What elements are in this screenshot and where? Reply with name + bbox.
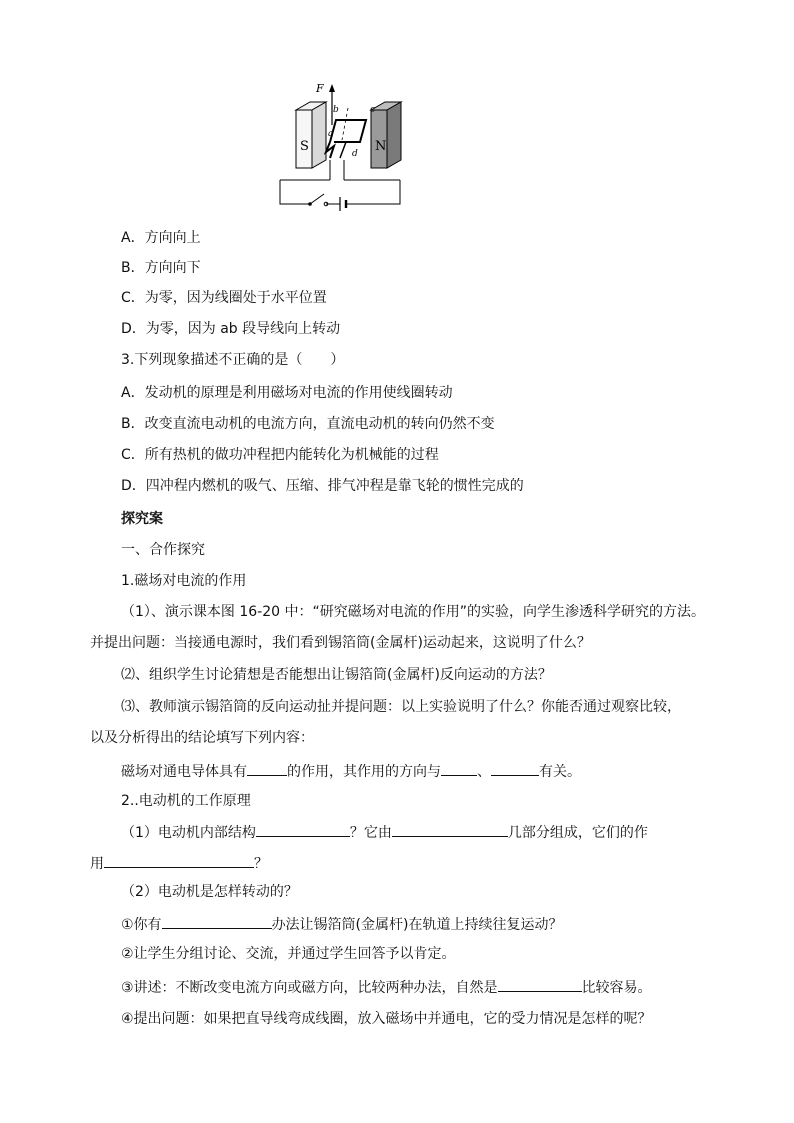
label-b: b (333, 105, 339, 115)
part1-heading: 一、合作探究 (121, 542, 205, 558)
force-label: F (316, 82, 324, 95)
fill-line-1 (121, 760, 581, 782)
item2-blank-1[interactable] (256, 821, 350, 837)
label-a: a (328, 129, 334, 139)
q3-option-b: B．改变直流电动机的电流方向，直流电动机的转向仍然不变 (121, 416, 495, 432)
step3-line (121, 976, 652, 998)
item2-title: 2..电动机的工作原理 (121, 793, 251, 809)
coil-axis (342, 108, 348, 140)
step1a: ①你有 (121, 917, 162, 933)
q2-option-d: D．为零，因为 ab 段导线向上转动 (121, 321, 341, 337)
step3a: ③讲述：不断改变电流方向或磁方向，比较两种办法，自然是 (121, 980, 498, 996)
circuit-left-wire (280, 180, 310, 204)
item2-p1a: （1）电动机内部结构 (121, 825, 256, 841)
q3-option-d: D．四冲程内燃机的吸气、压缩、排气冲程是靠飞轮的惯性完成的 (121, 478, 524, 494)
item2-blank-3[interactable] (104, 852, 254, 868)
step4: ④提出问题：如果把直导线弯成线圈，放入磁场中并通电，它的受力情况是怎样的呢？ (121, 1011, 652, 1027)
label-c: c (370, 105, 376, 115)
item1-p2: ⑵、组织学生讨论猜想是否能想出让锡箔筒(金属杆)反向运动的方法？ (121, 667, 552, 683)
item1-p3b: 以及分析得出的结论填写下列内容： (90, 730, 314, 746)
fill1-text-c: 、 (477, 764, 491, 780)
item2-blank-2[interactable] (392, 821, 508, 837)
label-d: d (352, 149, 358, 159)
fill1-text-b: 的作用，其作用的方向与 (287, 764, 441, 780)
item1-p1b: 并提出问题：当接通电源时，我们看到锡箔筒(金属杆)运动起来，这说明了什么？ (90, 635, 591, 651)
switch-lever (310, 194, 324, 204)
n-magnet-side (387, 102, 401, 168)
step1-blank[interactable] (162, 913, 272, 929)
motor-diagram (276, 80, 406, 212)
pole-s-label: S (300, 139, 309, 154)
item2-p1b: ？它由 (349, 825, 392, 841)
item2-p1c: 几部分组成，它们的作 (507, 825, 648, 841)
item2-p1e: ？ (254, 856, 268, 872)
circuit-right-wire (354, 180, 400, 204)
item2-p1-line1 (121, 821, 648, 843)
step3b: 比较容易。 (581, 980, 652, 996)
pole-n-label: N (375, 139, 387, 154)
force-arrow-head (329, 84, 335, 92)
s-magnet-side (312, 102, 326, 168)
fill1-blank-3[interactable] (491, 760, 539, 776)
item1-p3a: ⑶、教师演示锡箔筒的反向运动扯并提问题：以上实验说明了什么？你能否通过观察比较， (121, 699, 681, 715)
q2-option-b: B．方向向下 (121, 260, 201, 276)
coil-lead (326, 142, 334, 158)
motor-diagram-svg (276, 80, 406, 212)
q3-stem: 3.下列现象描述不正确的是（ ） (121, 352, 345, 368)
q2-option-c: C．为零，因为线圈处于水平位置 (121, 290, 327, 306)
step3-blank[interactable] (498, 976, 582, 992)
item1-p1a: （1）、演示课本图 16-20 中：“研究磁场对电流的作用”的实验，向学生渗透科学研究的方法。 (121, 604, 705, 620)
q3-option-a: A．发动机的原理是利用磁场对电流的作用使线圈转动 (121, 385, 453, 401)
fill1-blank-1[interactable] (247, 760, 287, 776)
item2-p1d: 用 (90, 856, 104, 872)
coil-frame (330, 120, 366, 142)
step1-line (121, 913, 563, 935)
q3-option-c: C．所有热机的做功冲程把内能转化为机械能的过程 (121, 447, 439, 463)
step2: ②让学生分组讨论、交流，并通过学生回答予以肯定。 (121, 946, 456, 962)
fill1-text-d: 有关。 (539, 764, 581, 780)
q2-option-a: A．方向向上 (121, 230, 201, 246)
item2-p2: （2）电动机是怎样转动的？ (121, 884, 298, 900)
item2-p1-line2 (90, 852, 268, 874)
item1-title: 1.磁场对电流的作用 (121, 573, 247, 589)
step1b: 办法让锡箔筒(金属杆)在轨道上持续往复运动？ (271, 917, 563, 933)
coil-lead-2 (340, 142, 346, 158)
fill1-text-a: 磁场对通电导体具有 (121, 764, 247, 780)
section-title: 探究案 (121, 511, 163, 527)
fill1-blank-2[interactable] (441, 760, 477, 776)
